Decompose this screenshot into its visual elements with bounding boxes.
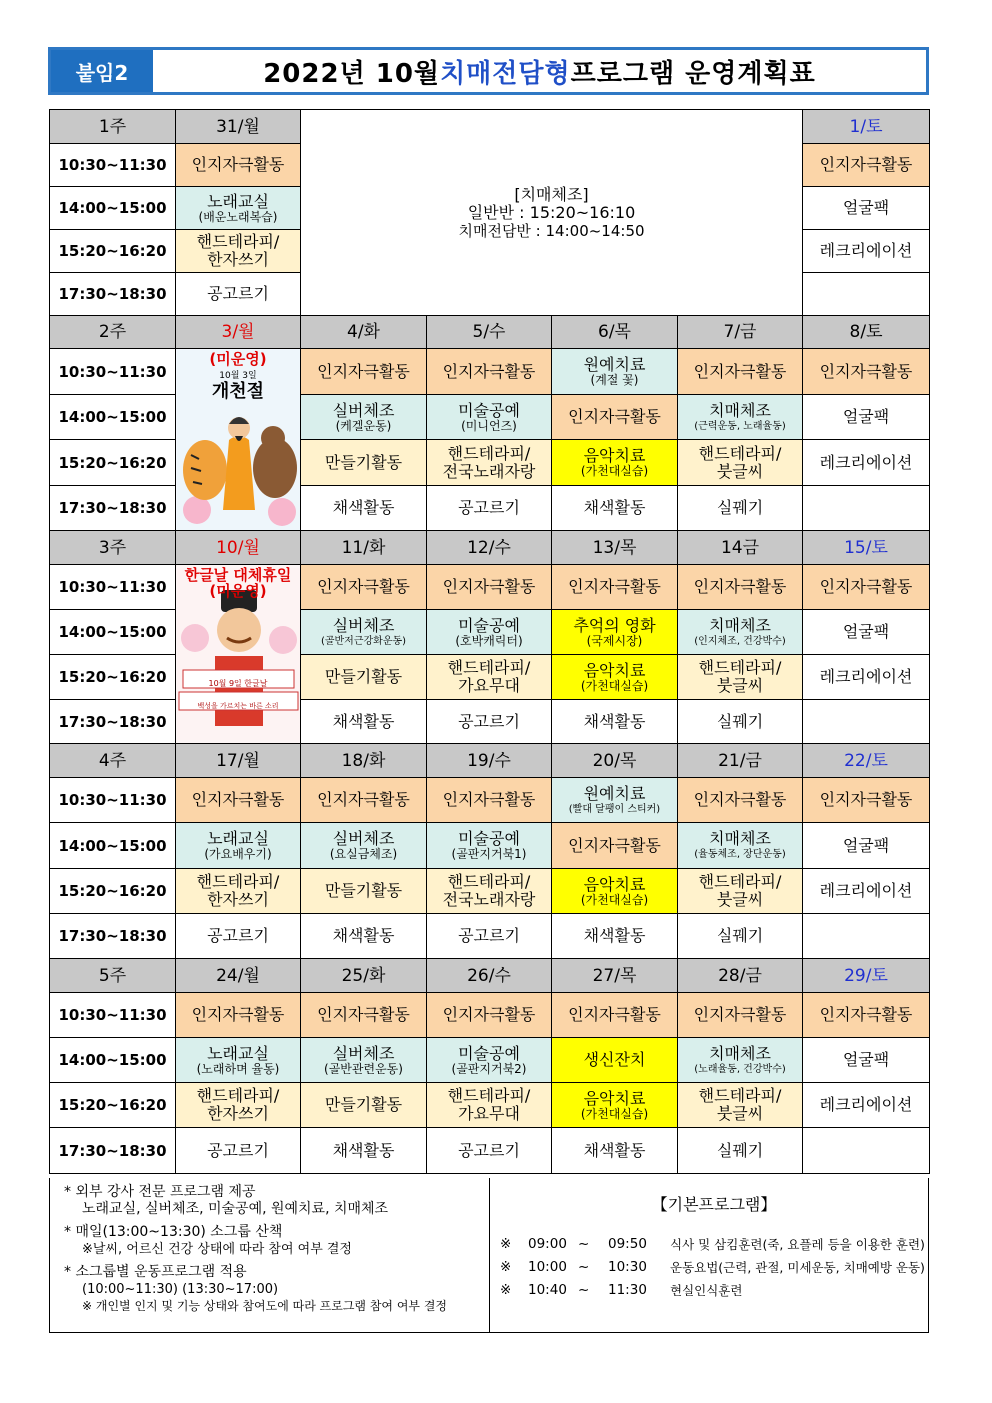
activity-cell: 실꿰기 (678, 486, 803, 531)
time-cell: 17:30~18:30 (50, 273, 176, 316)
activity-cell (552, 1083, 678, 1128)
holiday-date: 10월 3일 (219, 371, 257, 381)
note-external: * 외부 강사 전문 프로그램 제공 (64, 1184, 256, 1200)
activity-cell: 공고르기 (427, 700, 552, 744)
activity-detail: (요실금체조) (329, 847, 398, 861)
day-header: 7/금 (678, 316, 803, 349)
activity-title: 한자쓰기 (207, 890, 269, 909)
schedule-table (49, 109, 930, 1174)
activity-cell: 인지자극활동 (803, 349, 930, 395)
title-suffix: 프로그램 운영계획표 (570, 58, 816, 89)
basic-program-row (500, 1233, 928, 1256)
activity-cell (678, 1038, 803, 1083)
activity-detail: (율동체조, 장단운동) (694, 849, 786, 860)
activity-cell: 채색활동 (301, 700, 427, 744)
row-desc: 운동요법(근력, 관절, 미세운동, 치매예방 운동) (670, 1260, 925, 1275)
activity-cell (678, 610, 803, 655)
activity-title: 핸드테라피/ (698, 872, 782, 891)
week-header-row (50, 316, 930, 349)
activity-cell (427, 655, 552, 700)
activity-detail: (골반관련운동) (324, 1061, 403, 1076)
basic-program-row (500, 1256, 928, 1279)
activity-cell (427, 1038, 552, 1083)
activity-cell: 채색활동 (301, 486, 427, 531)
activity-cell: 공고르기 (427, 486, 552, 531)
activity-detail: (호박캐릭터) (455, 633, 523, 648)
title-prefix: 2022년 10월 (263, 58, 441, 89)
activity-cell: 채색활동 (301, 1128, 427, 1174)
week-header-row (50, 959, 930, 993)
activity-cell: 레크리에이션 (803, 230, 930, 273)
activity-cell (552, 655, 678, 700)
row-tilde: ~ (578, 1259, 590, 1275)
attachment-tag: 붙임2 (51, 50, 153, 92)
day-header: 8/토 (803, 316, 930, 349)
activity-title: 음악치료 (583, 660, 646, 680)
activity-cell: 인지자극활동 (678, 993, 803, 1038)
activity-cell (176, 230, 301, 273)
activity-cell (176, 1038, 301, 1083)
activity-title: 붓글씨 (716, 1104, 764, 1123)
activity-detail: (근력운동, 노래율동) (694, 420, 786, 432)
time-cell: 10:30~11:30 (50, 349, 176, 395)
activity-title: 핸드테라피/ (447, 1086, 531, 1105)
time-cell: 17:30~18:30 (50, 700, 176, 744)
activity-cell: 공고르기 (427, 914, 552, 959)
slot-row (50, 565, 930, 610)
activity-title: 실버체조 (332, 615, 395, 635)
note-external-list: 노래교실, 실버체조, 미술공예, 원예치료, 치매체조 (82, 1201, 389, 1217)
day-header: 12/수 (427, 531, 552, 565)
holiday-cell (176, 349, 301, 531)
basic-program (490, 1178, 928, 1332)
day-header: 6/목 (552, 316, 678, 349)
activity-cell: 인지자극활동 (176, 778, 301, 823)
activity-title: 핸드테라피/ (196, 232, 280, 251)
activity-cell: 공고르기 (176, 914, 301, 959)
activity-cell: 인지자극활동 (552, 993, 678, 1038)
day-header: 19/수 (427, 744, 552, 778)
activity-cell (803, 700, 930, 744)
activity-cell (678, 655, 803, 700)
day-header: 21/금 (678, 744, 803, 778)
activity-detail: (가천대실습) (580, 464, 649, 478)
activity-title: 핸드테라피/ (196, 1086, 280, 1105)
week-label: 5주 (50, 959, 176, 993)
activity-cell: 만들기활동 (301, 440, 427, 486)
row-mark: ※ (500, 1282, 512, 1298)
note-exercise-detail: ※ 개인별 인지 및 기능 상태와 참여도에 따라 프로그램 참여 여부 결정 (82, 1299, 448, 1313)
title-bar (48, 47, 929, 95)
activity-detail: (골판지거북2) (451, 1061, 527, 1076)
activity-cell (678, 395, 803, 440)
activity-title: 핸드테라피/ (447, 872, 531, 891)
activity-detail: (국제시장) (586, 633, 643, 648)
activity-cell: 공고르기 (427, 1128, 552, 1174)
activity-cell (427, 869, 552, 914)
activity-cell: 채색활동 (552, 700, 678, 744)
activity-title: 치매체조 (709, 1043, 771, 1063)
activity-title: 치매체조 (709, 400, 771, 420)
activity-cell (176, 869, 301, 914)
activity-title: 전국노래자랑 (442, 461, 536, 481)
activity-title: 핸드테라피/ (698, 1086, 782, 1105)
title-highlight: 치매전담형 (440, 58, 571, 89)
row-tilde: ~ (578, 1282, 590, 1298)
activity-cell: 인지자극활동 (427, 565, 552, 610)
activity-title: 미술공예 (458, 829, 520, 848)
activity-cell: 얼굴팩 (803, 610, 930, 655)
week-header-row (50, 531, 930, 565)
day-header: 11/화 (301, 531, 427, 565)
activity-cell: 채색활동 (552, 914, 678, 959)
time-cell: 14:00~15:00 (50, 187, 176, 230)
activity-cell (427, 1083, 552, 1128)
day-header: 10/월 (176, 531, 301, 565)
activity-cell: 레크리에이션 (803, 869, 930, 914)
activity-cell (552, 778, 678, 823)
time-cell: 17:30~18:30 (50, 1128, 176, 1174)
day-header: 5/수 (427, 316, 552, 349)
activity-cell: 인지자극활동 (803, 778, 930, 823)
slot-row (50, 1083, 930, 1128)
exercise-notice (301, 110, 803, 316)
time-cell: 14:00~15:00 (50, 823, 176, 869)
slot-row (50, 869, 930, 914)
activity-cell (678, 823, 803, 869)
day-header: 15/토 (803, 531, 930, 565)
activity-cell: 공고르기 (176, 273, 301, 316)
activity-title: 핸드테라피/ (447, 658, 531, 677)
day-header: 17/월 (176, 744, 301, 778)
activity-title: 치매체조 (709, 615, 771, 635)
day-header: 3/월 (176, 316, 301, 349)
row-from: 09:00 (528, 1236, 567, 1252)
day-header: 20/목 (552, 744, 678, 778)
notice-title: [치매체조] (514, 184, 589, 204)
activity-detail: (계절 꽃) (590, 373, 639, 387)
activity-cell (427, 395, 552, 440)
activity-detail: (케겔운동) (335, 418, 392, 433)
activity-detail: (가요배우기) (204, 847, 272, 861)
activity-title: 붓글씨 (716, 461, 764, 481)
activity-cell: 인지자극활동 (803, 144, 930, 187)
activity-cell: 인지자극활동 (803, 565, 930, 610)
activity-cell: 인지자극활동 (427, 349, 552, 395)
week-label: 1주 (50, 110, 176, 144)
activity-title: 음악치료 (583, 1088, 646, 1108)
holiday-status: (미운영) (209, 350, 267, 368)
day-header: 14금 (678, 531, 803, 565)
activity-cell (552, 440, 678, 486)
activity-title: 실버체조 (332, 400, 395, 420)
activity-title: 노래교실 (207, 191, 269, 211)
activity-title: 원예치료 (583, 355, 646, 374)
day-header: 22/토 (803, 744, 930, 778)
time-cell: 14:00~15:00 (50, 395, 176, 440)
activity-cell: 인지자극활동 (552, 823, 678, 869)
activity-detail: (노래하며 율동) (196, 1061, 280, 1076)
activity-cell: 채색활동 (301, 914, 427, 959)
holiday-status: 한글날 대체휴일 (184, 566, 292, 584)
time-cell: 14:00~15:00 (50, 610, 176, 655)
activity-cell (803, 1128, 930, 1174)
activity-title: 미술공예 (458, 1043, 520, 1063)
slot-row (50, 823, 930, 869)
day-header: 13/목 (552, 531, 678, 565)
day-header: 24/월 (176, 959, 301, 993)
day-header: 31/월 (176, 110, 301, 144)
activity-cell: 실꿰기 (678, 914, 803, 959)
activity-detail: (배운노래복습) (198, 209, 278, 224)
row-to: 09:50 (608, 1236, 647, 1252)
activity-cell: 인지자극활동 (301, 349, 427, 395)
activity-cell (552, 610, 678, 655)
activity-detail: (인지체조, 건강박수) (694, 635, 786, 647)
basic-program-title: 【기본프로그램】 (651, 1195, 777, 1214)
slot-row (50, 914, 930, 959)
activity-cell (301, 395, 427, 440)
day-header: 28/금 (678, 959, 803, 993)
activity-detail: (가천대실습) (580, 892, 649, 907)
activity-detail: (빨대 달팽이 스티커) (568, 803, 661, 815)
page-title (153, 50, 926, 92)
time-cell: 15:20~16:20 (50, 655, 176, 700)
day-header: 27/목 (552, 959, 678, 993)
day-header: 4/화 (301, 316, 427, 349)
notes-left (50, 1178, 490, 1332)
row-from: 10:00 (528, 1259, 567, 1275)
activity-cell: 인지자극활동 (678, 565, 803, 610)
row-mark: ※ (500, 1236, 512, 1252)
activity-detail: (미니언즈) (461, 418, 517, 433)
activity-cell: 인지자극활동 (552, 395, 678, 440)
activity-title: 음악치료 (583, 446, 646, 465)
activity-title: 실버체조 (332, 1043, 395, 1063)
holiday-cell (176, 565, 301, 744)
slot-row (50, 1038, 930, 1083)
activity-title: 실버체조 (332, 829, 395, 848)
day-header: 26/수 (427, 959, 552, 993)
activity-cell (427, 610, 552, 655)
activity-cell: 만들기활동 (301, 1083, 427, 1128)
activity-cell: 인지자극활동 (678, 349, 803, 395)
activity-cell: 인지자극활동 (176, 993, 301, 1038)
activity-title: 노래교실 (207, 1043, 269, 1063)
activity-title: 노래교실 (207, 829, 269, 848)
activity-cell: 레크리에이션 (803, 655, 930, 700)
time-cell: 10:30~11:30 (50, 993, 176, 1038)
time-cell: 10:30~11:30 (50, 144, 176, 187)
activity-title: 핸드테라피/ (196, 872, 280, 891)
slot-row (50, 349, 930, 395)
time-cell: 15:20~16:20 (50, 1083, 176, 1128)
activity-cell (678, 1083, 803, 1128)
activity-cell: 인지자극활동 (176, 144, 301, 187)
activity-detail: (골반저근강화운동) (320, 635, 407, 647)
activity-detail: (가천대실습) (580, 678, 649, 693)
activity-detail: (가천대실습) (580, 1106, 649, 1121)
day-header: 18/화 (301, 744, 427, 778)
activity-cell (803, 273, 930, 316)
week-label: 4주 (50, 744, 176, 778)
activity-title: 음악치료 (583, 874, 646, 894)
activity-cell (176, 187, 301, 230)
activity-cell: 생신잔치 (552, 1038, 678, 1083)
time-cell: 15:20~16:20 (50, 440, 176, 486)
row-to: 10:30 (608, 1259, 647, 1275)
activity-title: 미술공예 (458, 615, 520, 635)
row-to: 11:30 (608, 1282, 647, 1298)
activity-cell (301, 823, 427, 869)
activity-cell: 인지자극활동 (301, 993, 427, 1038)
activity-cell (803, 486, 930, 531)
row-mark: ※ (500, 1259, 512, 1275)
activity-title: 핸드테라피/ (698, 658, 782, 677)
activity-cell (552, 869, 678, 914)
activity-cell: 인지자극활동 (301, 565, 427, 610)
row-desc: 현실인식훈련 (670, 1283, 743, 1298)
activity-cell (176, 1083, 301, 1128)
day-header: 29/토 (803, 959, 930, 993)
activity-cell: 실꿰기 (678, 700, 803, 744)
activity-cell: 채색활동 (552, 486, 678, 531)
activity-cell (678, 869, 803, 914)
holiday-date: 10월 9일 한글날 (208, 679, 268, 688)
activity-cell: 인지자극활동 (427, 993, 552, 1038)
activity-cell (427, 440, 552, 486)
holiday-name: 개천절 (211, 381, 265, 402)
activity-cell: 얼굴팩 (803, 395, 930, 440)
activity-cell: 인지자극활동 (678, 778, 803, 823)
holiday-motto: 백성을 가르치는 바른 소리 (197, 702, 279, 710)
activity-cell: 채색활동 (552, 1128, 678, 1174)
activity-cell: 만들기활동 (301, 655, 427, 700)
activity-cell: 실꿰기 (678, 1128, 803, 1174)
time-cell: 10:30~11:30 (50, 778, 176, 823)
activity-cell (301, 610, 427, 655)
time-cell: 17:30~18:30 (50, 914, 176, 959)
week-header-row (50, 744, 930, 778)
week-label: 2주 (50, 316, 176, 349)
slot-row (50, 993, 930, 1038)
activity-title: 핸드테라피/ (447, 443, 531, 463)
activity-cell (176, 823, 301, 869)
activity-title: 전국노래자랑 (442, 890, 536, 909)
activity-title: 가요무대 (458, 676, 520, 695)
activity-cell: 얼굴팩 (803, 823, 930, 869)
activity-cell (427, 823, 552, 869)
activity-cell: 인지자극활동 (803, 993, 930, 1038)
notice-dementia: 치매전담반 : 14:00~14:50 (458, 221, 645, 240)
activity-cell: 공고르기 (176, 1128, 301, 1174)
note-exercise: * 소그룹별 운동프로그램 적용 (64, 1264, 247, 1280)
row-desc: 식사 및 삼킴훈련(죽, 요플레 등을 이용한 훈련) (670, 1237, 925, 1252)
activity-title: 붓글씨 (716, 890, 764, 909)
note-walk-detail: ※날씨, 어르신 건강 상태에 따라 참여 여부 결정 (82, 1242, 352, 1257)
activity-cell: 만들기활동 (301, 869, 427, 914)
activity-title: 치매체조 (709, 829, 771, 848)
activity-cell: 레크리에이션 (803, 1083, 930, 1128)
activity-cell (678, 440, 803, 486)
activity-title: 추억의 영화 (573, 615, 656, 635)
week-label: 3주 (50, 531, 176, 565)
activity-title: 한자쓰기 (207, 250, 269, 269)
activity-cell: 얼굴팩 (803, 1038, 930, 1083)
activity-cell: 인지자극활동 (427, 778, 552, 823)
notice-general: 일반반 : 15:20~16:10 (467, 202, 636, 222)
day-header: 25/화 (301, 959, 427, 993)
activity-detail: (노래율동, 건강박수) (694, 1063, 786, 1075)
activity-cell (301, 1038, 427, 1083)
activity-cell (552, 349, 678, 395)
activity-cell: 인지자극활동 (552, 565, 678, 610)
activity-title: 핸드테라피/ (698, 443, 782, 463)
activity-title: 가요무대 (458, 1104, 520, 1123)
activity-detail: (골판지거북1) (451, 847, 527, 861)
time-cell: 15:20~16:20 (50, 230, 176, 273)
time-cell: 15:20~16:20 (50, 869, 176, 914)
day-header: 1/토 (803, 110, 930, 144)
row-tilde: ~ (578, 1236, 590, 1252)
note-exercise-times: (10:00~11:30) (13:30~17:00) (82, 1282, 279, 1297)
activity-title: 붓글씨 (716, 676, 764, 695)
time-cell: 14:00~15:00 (50, 1038, 176, 1083)
note-walk: * 매일(13:00~13:30) 소그룹 산책 (64, 1224, 283, 1240)
slot-row (50, 778, 930, 823)
activity-title: 원예치료 (583, 783, 646, 803)
week-header-row (50, 110, 930, 144)
footer-notes (49, 1178, 929, 1333)
basic-program-row (500, 1279, 928, 1302)
time-cell: 10:30~11:30 (50, 565, 176, 610)
holiday-status: (미운영) (209, 582, 267, 600)
activity-cell: 레크리에이션 (803, 440, 930, 486)
activity-title: 미술공예 (458, 400, 520, 420)
slot-row (50, 1128, 930, 1174)
activity-cell: 얼굴팩 (803, 187, 930, 230)
activity-title: 한자쓰기 (207, 1104, 269, 1123)
time-cell: 17:30~18:30 (50, 486, 176, 531)
row-from: 10:40 (528, 1282, 567, 1298)
activity-cell (803, 914, 930, 959)
activity-cell: 인지자극활동 (301, 778, 427, 823)
